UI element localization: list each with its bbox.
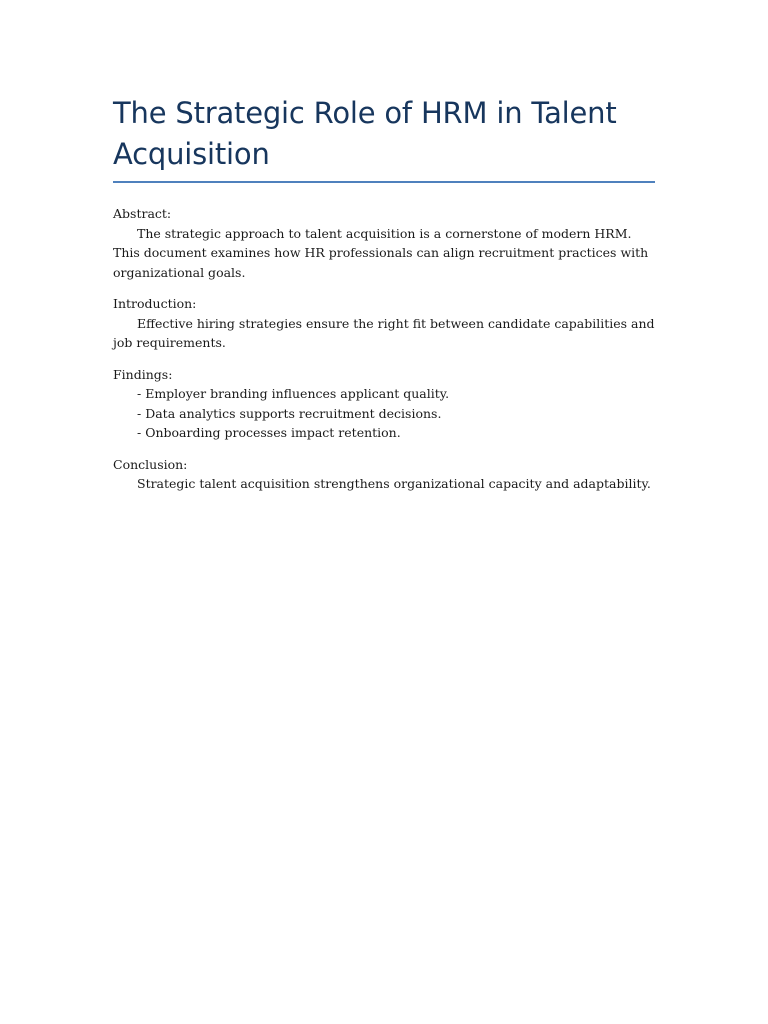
abstract-heading: Abstract: — [113, 206, 172, 221]
abstract-text: The strategic approach to talent acquisition is a cornerstone of modern HRM. This document examines how HR professionals can align recruitment practices with organizational goals. — [113, 225, 649, 280]
introduction-heading: Introduction: — [113, 296, 197, 311]
findings-section — [113, 365, 655, 443]
introduction-text: Effective hiring strategies ensure the right fit between candidate capabilities and job requirements. — [113, 315, 655, 350]
conclusion-heading: Conclusion: — [113, 456, 188, 472]
finding-item: - Onboarding processes impact retention. — [137, 425, 401, 440]
abstract-section — [113, 204, 655, 282]
document-body — [113, 93, 655, 494]
introduction-section — [113, 294, 655, 353]
findings-heading: Findings: — [113, 366, 173, 382]
conclusion-section — [113, 455, 655, 494]
title-underline-rule — [113, 181, 655, 183]
finding-item: - Employer branding influences applicant quality. — [137, 386, 450, 401]
conclusion-text: Strategic talent acquisition strengthens organizational capacity and adaptability. — [137, 476, 651, 491]
finding-item: - Data analytics supports recruitment decisions. — [137, 405, 442, 421]
document-title: The Strategic Role of HRM in Talent Acquisition — [113, 96, 617, 171]
